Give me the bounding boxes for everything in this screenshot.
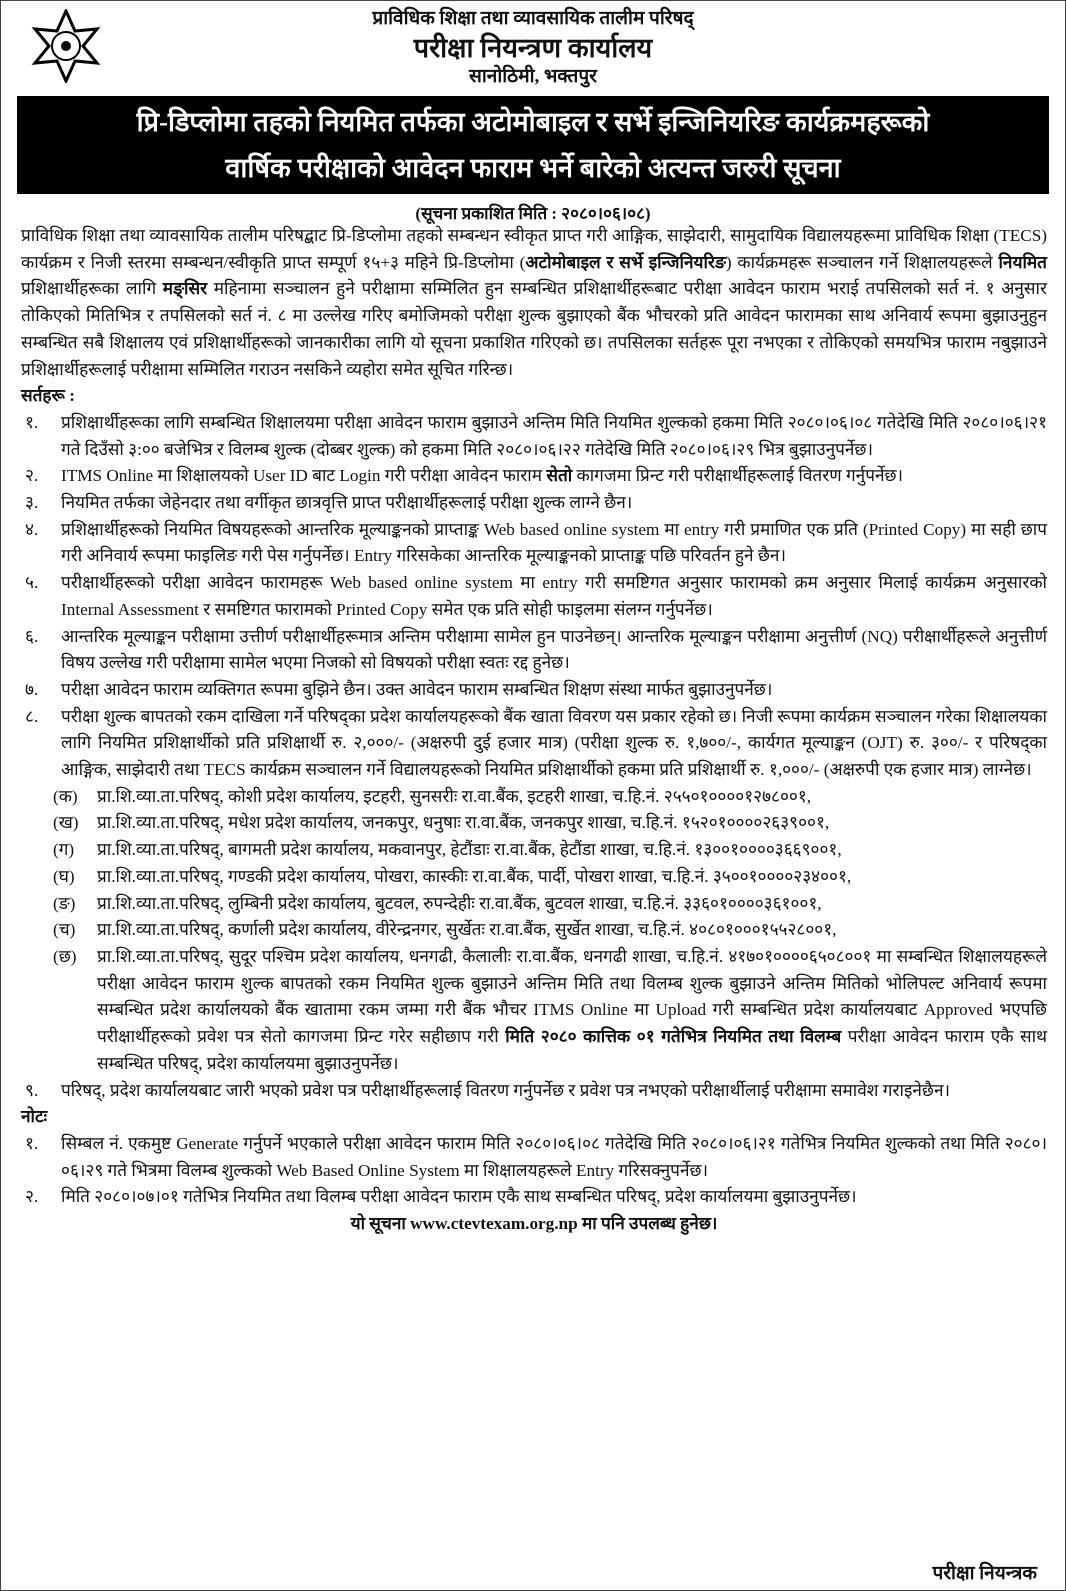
- condition-text: नियमित तर्फका जेहेनदार तथा वर्गीकृत छात्रवृत्ति प्राप्त परीक्षार्थीहरूलाई परीक्षा शुल्क लाग्ने छैन।: [61, 493, 633, 513]
- condition-text: परीक्षा आवेदन फाराम व्यक्तिगत रूपमा बुझिने छैन। उक्त आवेदन फाराम सम्बन्धित शिक्षण संस्था मार्फत बुझाउनुपर्नेछ।: [61, 679, 773, 699]
- bank-account-item: [53, 784, 1047, 811]
- bank-account-text: प्रा.शि.व्या.ता.परिषद्, गण्डकी प्रदेश कार्यालय, पोखरा, कास्कीः रा.वा.बैंक, पार्दी, पोखरा शाखा, च.हि.नं. ३५००१००००२३४००१,: [97, 866, 852, 886]
- council-name: प्राविधिक शिक्षा तथा व्यावसायिक तालीम परिषद्: [372, 8, 694, 29]
- condition-number: २.: [25, 466, 39, 486]
- condition-item: [21, 1078, 1047, 1105]
- intro-paragraph: [21, 223, 1047, 383]
- intro-bold-programs: अटोमोबाइल र सर्भे इन्जिनियरिङ: [525, 252, 726, 272]
- published-date: (सूचना प्रकाशित मिति : २०८०।०६।०८): [415, 204, 651, 223]
- bank-account-item: [53, 891, 1047, 918]
- condition-number: ४.: [25, 519, 39, 539]
- notice-title-banner: [17, 96, 1049, 194]
- condition-item: [21, 463, 1047, 490]
- intro-text-4: महिनामा सञ्चालन हुने परीक्षामा सम्मिलित हुन सम्बन्धित प्रशिक्षार्थीहरूबाट परीक्षा आवेदन फाराम भराई तपसिलको सर्त नं. १ अनुसार तोकिएको मितिभित्र र तपसिलको सर्त नं. ८ मा उल्लेख गरिए बमोजिमको परीक्षा शुल्क बुझाएको बैंक भौचरको प्रति आवेदन फारामका साथ अनिवार्य रूपमा बुझाउनुहुन सम्बन्धित सबै शिक्षालय एवं प्रशिक्षार्थीहरूको जानकारीका लागि यो सूचना प्रकाशित गरिएको छ। तपसिलका सर्तहरू पूरा नभएका र तोकिएको समयभित्र फाराम नबुझाउने प्रशिक्षार्थीहरूलाई परीक्षामा सम्मिलित गराउन नसकिने व्यहोरा समेत सूचित गरिन्छ।: [21, 279, 1047, 379]
- bank-account-label: (ख): [53, 813, 79, 833]
- note-number: १.: [25, 1133, 39, 1153]
- bank-account-label: (ग): [53, 840, 75, 860]
- conditions-heading: सर्तहरू :: [21, 386, 75, 406]
- condition-text: परीक्षा शुल्क बापतको रकम दाखिला गर्ने परिषद्का प्रदेश कार्यालयहरूको बैंक खाता विवरण यस प्रकार रहेको छ। निजी रूपमा कार्यक्रम सञ्चालन गरेका शिक्षालयका लागि नियमित प्रशिक्षार्थीको प्रति प्रशिक्षार्थी रु. २,०००/- (अक्षरुपी दुई हजार मात्र) (परीक्षा शुल्क रु. १,७००/-, कार्यगत मूल्याङ्कन (OJT) रु. ३००/- र परिषद्का आङ्गिक, साझेदारी तथा TECS कार्यक्रम सञ्चालन गर्ने विद्यालयहरूको नियमित प्रशिक्षार्थीको हकमा प्रति प्रशिक्षार्थी रु. १,०००/- (अक्षरुपी एक हजार मात्र) लाग्नेछ।: [61, 706, 1047, 780]
- bank-account-text: प्रा.शि.व्या.ता.परिषद्, मधेश प्रदेश कार्यालय, जनकपुर, धनुषाः रा.वा.बैंक, जनकपुर शाखा, च.हि.नं. १५२०१००००२६३९००१,: [97, 813, 830, 833]
- office-name: परीक्षा नियन्त्रण कार्यालय: [413, 33, 653, 63]
- note-number: २.: [25, 1187, 39, 1207]
- bank-account-label: (च): [53, 920, 76, 940]
- header: [1, 7, 1065, 89]
- website-line: यो सूचना www.ctevtexam.org.np मा पनि उपलब्ध हुनेछ।: [350, 1214, 718, 1234]
- note-item: [21, 1184, 1047, 1211]
- bank-account-text: [97, 944, 1047, 1078]
- bank-account-item: [53, 944, 1047, 1078]
- deadline-bold: मिति २०८० कात्तिक ०१ गतेभित्र नियमित तथा विलम्ब: [505, 1027, 842, 1047]
- condition-text: परिषद्, प्रदेश कार्यालयबाट जारी भएको प्रवेश पत्र परीक्षार्थीहरूलाई वितरण गर्नुपर्नेछ र प्रवेश पत्र नभएको परीक्षार्थीलाई परीक्षामा समावेश गराइनेछैन।: [61, 1080, 951, 1100]
- notice-body: [21, 223, 1047, 1238]
- intro-text-2: ) कार्यक्रमहरू सञ्चालन गर्ने शिक्षालयहरूले: [725, 252, 999, 272]
- note-text: सिम्बल नं. एकमुष्ट Generate गर्नुपर्ने भएकाले परीक्षा आवेदन फाराम मिति २०८०।०६।०८ गतेदेखि मिति २०८०।०६।२१ गतेभित्र नियमित शुल्कको तथा मिति २०८०।०६।२९ गते भित्रमा विलम्ब शुल्कको Web Based Online System मा शिक्षालयहरूले Entry गरिसक्नुपर्नेछ।: [61, 1133, 1047, 1180]
- bank-account-text: प्रा.शि.व्या.ता.परिषद्, कोशी प्रदेश कार्यालय, इटहरी, सुनसरीः रा.वा.बैंक, इटहरी शाखा, च.हि.नं. २५५०१००००१२७८००१,: [97, 786, 812, 806]
- condition-text: [61, 463, 1047, 490]
- condition-text-b: कागजमा प्रिन्ट गरी परीक्षार्थीहरूलाई वितरण गर्नुपर्नेछ।: [572, 466, 904, 486]
- condition-bold: सेतो: [546, 466, 573, 486]
- office-location: सानोठिमी, भक्तपुर: [469, 66, 597, 87]
- bank-account-text: प्रा.शि.व्या.ता.परिषद्, बागमती प्रदेश कार्यालय, मकवानपुर, हेटौंडाः रा.वा.बैंक, हेटौंडा शाखा, च.हि.नं. १३००१००००३६६९००१,: [97, 840, 842, 860]
- bank-account-item: [53, 917, 1047, 944]
- condition-item: [21, 570, 1047, 623]
- condition-number: ६.: [25, 626, 39, 646]
- bank-account-item: [53, 864, 1047, 891]
- condition-text: आन्तरिक मूल्याङ्कन परीक्षामा उत्तीर्ण परीक्षार्थीहरूमात्र अन्तिम परीक्षामा सामेल हुन पाउनेछन्। आन्तरिक मूल्याङ्कन परीक्षामा अनुत्तीर्ण (NQ) परीक्षार्थीहरूले अनुत्तीर्ण विषय उल्लेख गरी परीक्षामा सामेल भएमा निजको सो विषयको परीक्षा स्वतः रद्द हुनेछ।: [61, 626, 1047, 673]
- condition-item: [21, 410, 1047, 463]
- bank-account-text: प्रा.शि.व्या.ता.परिषद्, कर्णाली प्रदेश कार्यालय, वीरेन्द्रनगर, सुर्खेतः रा.वा.बैंक, सुर्खेत शाखा, च.हि.नं. ४०८०१०००१५५२८००१,: [97, 920, 837, 940]
- condition-number: ५.: [25, 573, 39, 593]
- condition-item: [21, 624, 1047, 677]
- condition-text: प्रशिक्षार्थीहरूका लागि सम्बन्धित शिक्षालयमा परीक्षा आवेदन फाराम बुझाउने अन्तिम मिति नियमित शुल्कको हकमा मिति २०८०।०६।०८ गतेदेखि मिति २०८०।०६।२१ गते दिउँसो ३:०० बजेभित्र र विलम्ब शुल्क (दोब्बर शुल्क) को हकमा मिति २०८०।०६।२२ गतेदेखि मिति २०८०।०६।२९ भित्र बुझाउनुपर्नेछ।: [61, 412, 1047, 459]
- bank-account-item: [53, 810, 1047, 837]
- bank-account-text: प्रा.शि.व्या.ता.परिषद्, लुम्बिनी प्रदेश कार्यालय, बुटवल, रुपन्देहीः रा.वा.बैंक, बुटवल शाखा, च.हि.नं. ३३६०१००००३६१००१,: [97, 893, 822, 913]
- condition-number: ७.: [25, 679, 39, 699]
- bank-account-item: [53, 837, 1047, 864]
- bank-account-label: (छ): [53, 946, 77, 966]
- condition-text: प्रशिक्षार्थीहरूको नियमित विषयहरूको आन्तरिक मूल्याङ्कनको प्राप्ताङ्क Web based online system मा entry गरी प्रमाणित एक प्रति (Printed Copy) मा सही छाप गरी अनिवार्य रूपमा फाइलिङ गरी पेस गर्नुपर्नेछ। Entry गरिसकेका आन्तरिक मूल्याङ्कनको प्राप्ताङ्क पछि परिवर्तन हुने छैन।: [61, 519, 1047, 566]
- condition-number: ३.: [25, 493, 39, 513]
- condition-item: [21, 490, 1047, 517]
- condition-number: ८.: [25, 706, 39, 726]
- condition-item: [21, 677, 1047, 704]
- bank-account-label: (ङ): [53, 893, 76, 913]
- banner-line-1: प्रि-डिप्लोमा तहको नियमित तर्फका अटोमोबाइल र सर्भे इन्जिनियरिङ कार्यक्रमहरूको: [136, 107, 930, 137]
- signature: परीक्षा नियन्त्रक: [932, 1563, 1037, 1584]
- bank-account-label: (क): [53, 786, 78, 806]
- note-text: मिति २०८०।०७।०१ गतेभित्र नियमित तथा विलम्ब परीक्षा आवेदन फाराम एकै साथ सम्बन्धित परिषद्, प्रदेश कार्यालयमा बुझाउनुपर्नेछ।: [61, 1187, 857, 1207]
- condition-item: [21, 517, 1047, 570]
- banner-line-2: वार्षिक परीक्षाको आवेदन फाराम भर्ने बारेको अत्यन्त जरुरी सूचना: [225, 153, 841, 183]
- bank-account-text-b: परीक्षा आवेदन फाराम एकै साथ सम्बन्धित परिषद्, प्रदेश कार्यालयमा बुझाउनुपर्नेछ।: [97, 1027, 1048, 1073]
- intro-bold-regular: नियमित: [998, 252, 1047, 272]
- condition-text-a: ITMS Online मा शिक्षालयको User ID बाट Login गरी परीक्षा आवेदन फाराम: [61, 466, 547, 486]
- note-item: [21, 1131, 1047, 1184]
- condition-number: १.: [25, 412, 39, 432]
- intro-text-3: प्रशिक्षार्थीहरूका लागि: [21, 279, 163, 299]
- notes-heading: नोटः: [21, 1107, 48, 1127]
- intro-bold-month: मङ्सिर: [162, 279, 208, 299]
- intro-text-1: प्राविधिक शिक्षा तथा व्यावसायिक तालीम परिषद्बाट प्रि-डिप्लोमा तहको सम्बन्धन स्वीकृत प्राप्त गरी आङ्गिक, साझेदारी, सामुदायिक विद्यालयहरूमा प्राविधिक शिक्षा (TECS) कार्यक्रम र निजी स्तरमा सम्बन्धन/स्वीकृति प्राप्त सम्पूर्ण १५+३ महिने प्रि-डिप्लोमा (: [21, 226, 1047, 272]
- condition-number: ९.: [25, 1080, 39, 1100]
- condition-text: परीक्षार्थीहरूको परीक्षा आवेदन फारामहरू Web based online system मा entry गरी समष्टिगत अनुसार फारामको क्रम अनुसार मिलाई कार्यक्रम अनुसारको Internal Assessment र समष्टिगत फारामको Printed Copy समेत एक प्रति सोही फाइलमा संलग्न गर्नुपर्नेछ।: [61, 573, 1047, 619]
- bank-account-text-a: प्रा.शि.व्या.ता.परिषद्, सुदूर पश्चिम प्रदेश कार्यालय, धनगढी, कैलालीः रा.वा.बैंक, धनगढी शाखा, च.हि.नं. ४१७०१००००६५०८००१ मा सम्बन्धित शिक्षालयहरूले परीक्षा आवेदन फाराम शुल्क बापतको रकम नियमित शुल्क बुझाउने अन्तिम मिति तथा विलम्ब शुल्क बुझाउने अन्तिम मितिको भोलिपल्ट अनिवार्य रूपमा सम्बन्धित प्रदेश कार्यालयको बैंक खातामा रकम जम्मा गरी बैंक भौचर ITMS Online मा Upload गरी सम्बन्धित प्रदेश कार्यालयबाट Approved भएपछि परीक्षार्थीहरूको प्रवेश पत्र सेतो कागजमा प्रिन्ट गरेर सहीछाप गरी: [97, 946, 1047, 1047]
- condition-item: [21, 704, 1047, 784]
- bank-account-label: (घ): [53, 866, 75, 886]
